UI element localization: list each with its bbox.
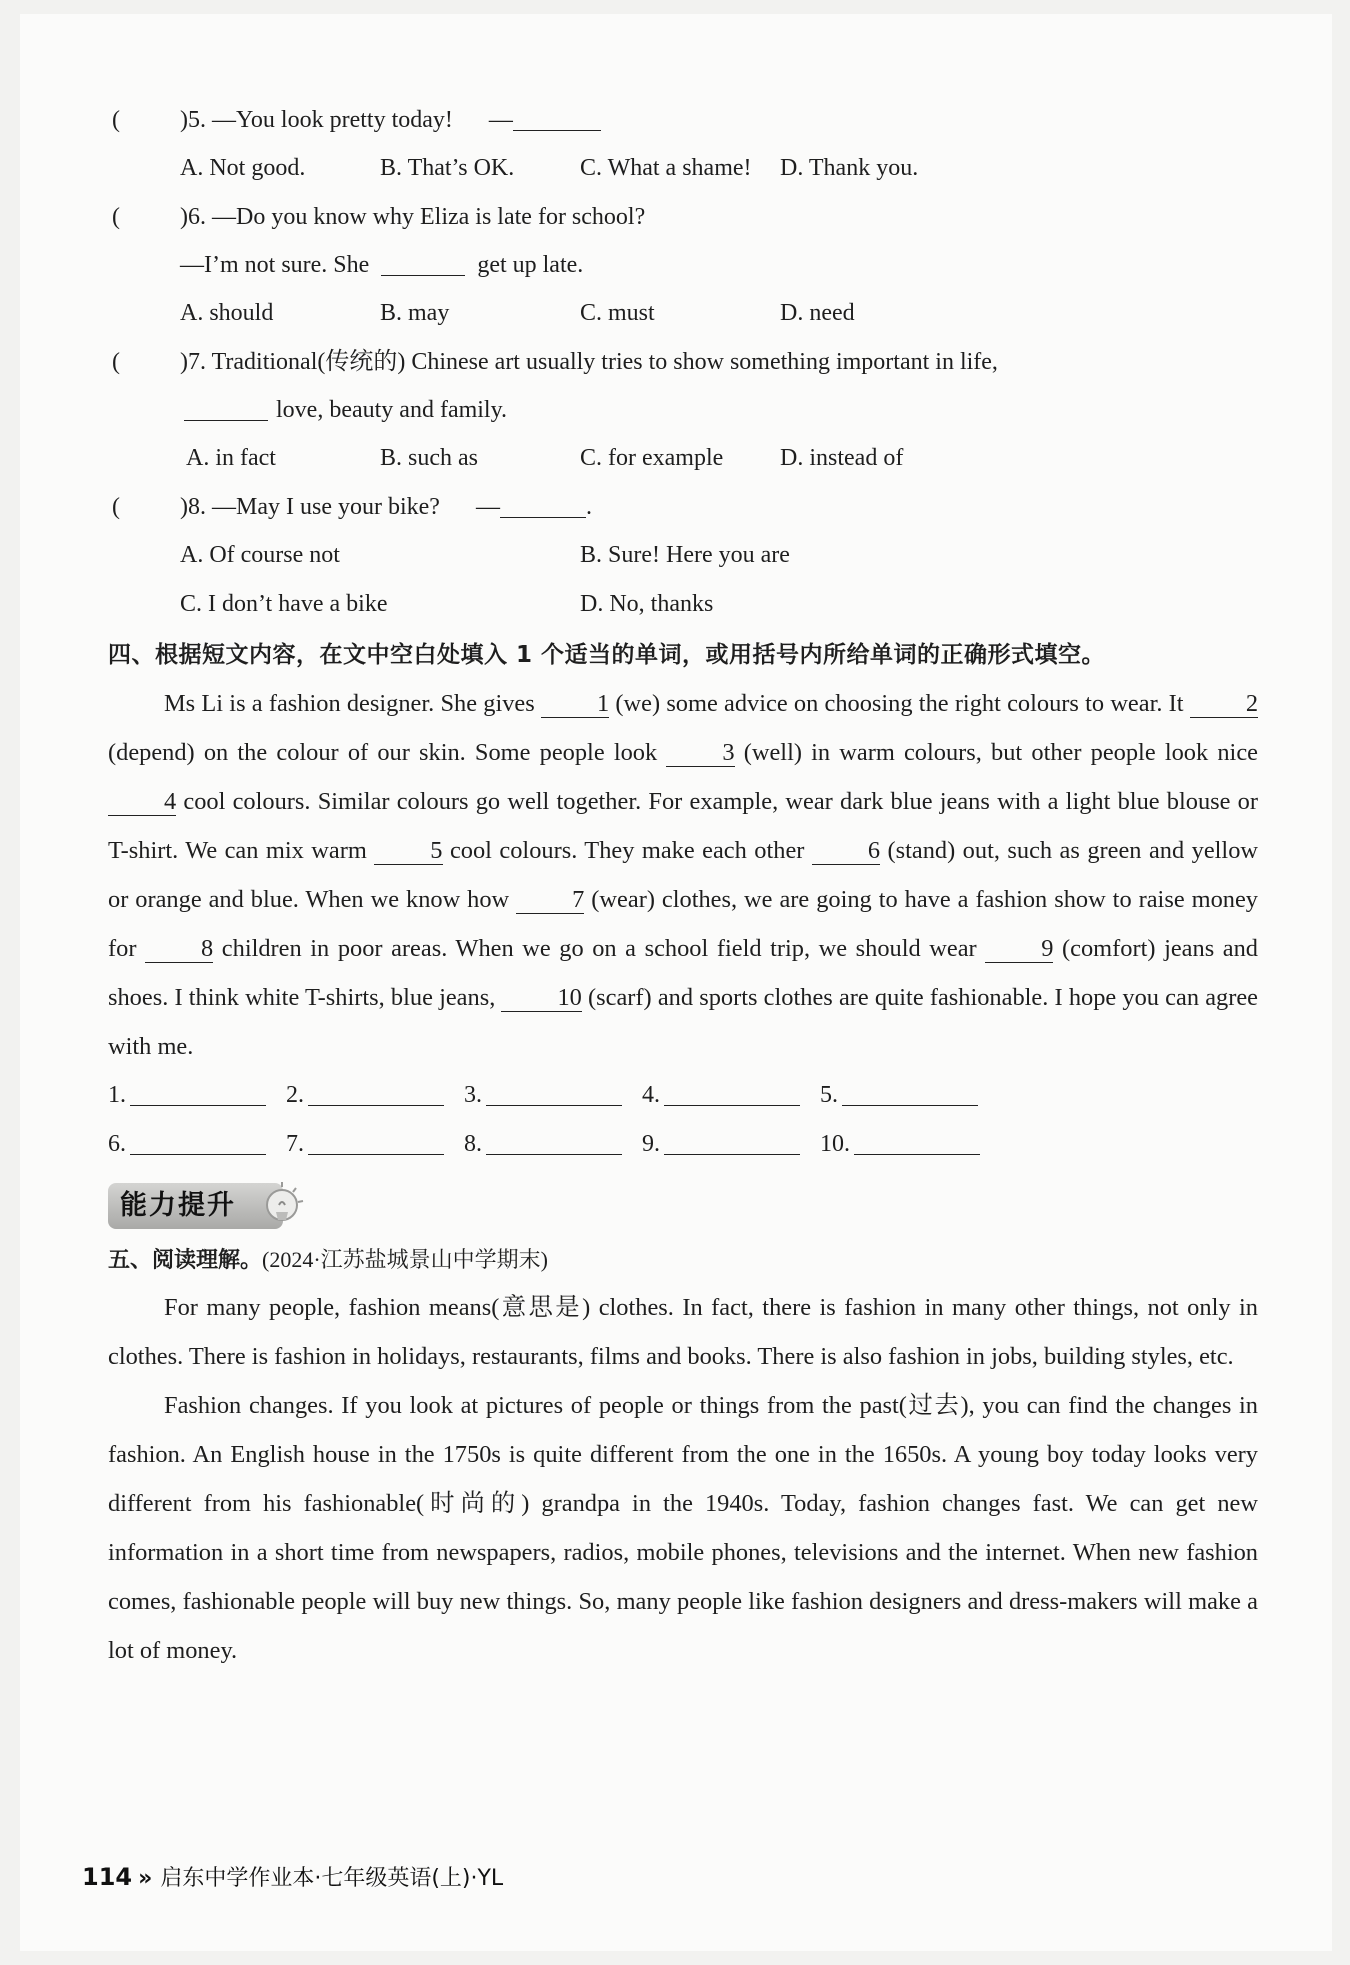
answer-item <box>820 1120 980 1169</box>
cloze-gap: 10 <box>501 985 581 1012</box>
option-c: C. for example <box>580 445 724 471</box>
answer-item <box>108 1071 266 1120</box>
cloze-gap: 1 <box>541 691 609 718</box>
question-8: ( )8. —May I use your bike? — . <box>108 483 1258 531</box>
option-b: B. That’s OK. <box>380 155 515 181</box>
question-number: )8. <box>180 494 206 520</box>
cloze-text: (we) some advice on choosing the right colours to wear. It <box>609 690 1190 717</box>
cloze-gap: 6 <box>812 838 880 865</box>
answer-paren: ( <box>112 107 120 133</box>
cloze-gap: 2 <box>1190 691 1258 718</box>
option-d: D. need <box>780 300 855 326</box>
answer-item <box>286 1071 444 1120</box>
answer-blank <box>500 491 586 518</box>
answer-item <box>642 1071 800 1120</box>
answer-row <box>108 1071 1258 1120</box>
answer-blank <box>381 249 465 276</box>
cloze-gap: 5 <box>374 838 442 865</box>
reading-passage <box>108 1283 1258 1675</box>
option-a: A. in fact <box>186 445 276 471</box>
option-d: D. instead of <box>780 445 904 471</box>
answer-number: 1. <box>108 1082 126 1108</box>
answer-paren: ( <box>112 494 120 520</box>
question-number: )7. <box>180 349 206 375</box>
answer-blank <box>513 104 601 131</box>
answer-blank <box>184 394 268 421</box>
answer-line[interactable] <box>308 1128 444 1155</box>
cloze-gap: 4 <box>108 789 176 816</box>
answer-row <box>108 1120 1258 1169</box>
question-stem-line: get up late. <box>477 252 584 278</box>
cloze-text: (stand) out, such as green and yellow or orange and blue. When we know how <box>108 837 1259 913</box>
answer-number: 6. <box>108 1131 126 1157</box>
answer-number: 2. <box>286 1082 304 1108</box>
reply-dash: — <box>475 494 500 520</box>
page-number: 114 <box>82 1863 133 1891</box>
book-title: 启东中学作业本·七年级英语(上)·YL <box>160 1866 504 1891</box>
cloze-passage <box>108 679 1258 1071</box>
answer-number: 4. <box>642 1082 660 1108</box>
cloze-gap: 8 <box>145 936 213 963</box>
answer-line[interactable] <box>130 1079 266 1106</box>
question-6 <box>108 193 1258 241</box>
question-stem-line: —I’m not sure. She <box>180 252 370 278</box>
cloze-gap: 7 <box>516 887 584 914</box>
option-c: C. must <box>580 300 655 326</box>
section-4-heading: 四、根据短文内容，在文中空白处填入 1 个适当的单词，或用括号内所给单词的正确形式填空。 <box>108 642 1106 668</box>
answer-blanks <box>108 1071 1258 1169</box>
cloze-text: (comfort) jeans and shoes. I think white T-shirts, blue jeans, <box>108 935 1258 1011</box>
answer-item <box>286 1120 444 1169</box>
answer-number: 5. <box>820 1082 838 1108</box>
question-stem: —May I use your bike? <box>212 494 440 520</box>
answer-line[interactable] <box>130 1128 266 1155</box>
option-b: B. may <box>380 300 450 326</box>
options-q7 <box>108 434 1258 483</box>
reply-dash: — <box>488 107 513 133</box>
options-q5 <box>108 144 1258 193</box>
cloze-text: children in poor areas. When we go on a school field trip, we should wear <box>213 935 986 962</box>
answer-line[interactable] <box>486 1128 622 1155</box>
question-7 <box>108 338 1258 386</box>
answer-line[interactable] <box>486 1079 622 1106</box>
question-stem: —You look pretty today! <box>212 107 453 133</box>
cloze-text: cool colours. Similar colours go well together. For example, wear dark blue jeans with a light blue blouse or T-shirt. We can mix warm <box>108 788 1258 864</box>
question-number: )5. <box>180 107 206 133</box>
cloze-text: (wear) clothes, we are going to have a fashion show to raise money for <box>108 886 1258 962</box>
question-stem-line: love, beauty and family. <box>276 397 508 423</box>
answer-item <box>108 1120 266 1169</box>
answer-item <box>820 1071 978 1120</box>
option-a: A. Not good. <box>180 155 306 181</box>
question-number: )6. <box>180 204 206 230</box>
source-note: (2024·江苏盐城景山中学期末) <box>262 1247 548 1272</box>
options-q8-row-2 <box>108 580 1258 629</box>
question-stem: Traditional(传统的) Chinese art usually tries to show something important in life, <box>211 349 998 375</box>
cloze-text: Ms Li is a fashion designer. She gives <box>164 690 541 717</box>
answer-item <box>464 1071 622 1120</box>
answer-line[interactable] <box>842 1079 978 1106</box>
reading-paragraph-1: For many people, fashion means(意思是) clothes. In fact, there is fashion in many other things, not only in clothes. There is fashion in holidays, restaurants, films and books. There is also fashion in jobs, building styles, etc. <box>108 1294 1258 1370</box>
options-q8-row-1 <box>108 531 1258 580</box>
cloze-text: (scarf) and sports clothes are quite fashionable. I hope you can agree with me. <box>108 984 1258 1060</box>
answer-number: 7. <box>286 1131 304 1157</box>
answer-paren: ( <box>112 349 120 375</box>
lightbulb-icon <box>258 1179 306 1229</box>
answer-line[interactable] <box>664 1079 800 1106</box>
option-b: B. Sure! Here you are <box>580 542 790 568</box>
cloze-paragraph <box>108 679 1258 1071</box>
answer-line[interactable] <box>854 1128 980 1155</box>
question-6-line-2 <box>108 241 1258 289</box>
option-a: A. should <box>180 300 274 326</box>
badge-label: 能力提升 <box>120 1190 236 1221</box>
worksheet-content <box>108 96 1258 1675</box>
option-d: D. No, thanks <box>580 591 714 617</box>
cloze-text: (well) in warm colours, but other people look nice <box>734 739 1258 766</box>
cloze-text: cool colours. They make each other <box>442 837 812 864</box>
question-7-line-2 <box>108 386 1258 434</box>
double-chevron-icon: » <box>138 1866 153 1891</box>
option-a: A. Of course not <box>180 542 340 568</box>
cloze-text: (depend) on the colour of our skin. Some people look <box>108 739 667 766</box>
question-stem: —Do you know why Eliza is late for school? <box>212 204 646 230</box>
cloze-gap: 3 <box>666 740 734 767</box>
answer-item <box>464 1120 622 1169</box>
options-q6 <box>108 289 1258 338</box>
answer-number: 8. <box>464 1131 482 1157</box>
option-b: B. such as <box>380 445 478 471</box>
option-d: D. Thank you. <box>780 155 919 181</box>
answer-number: 9. <box>642 1131 660 1157</box>
answer-line[interactable] <box>308 1079 444 1106</box>
ability-badge <box>108 1175 1258 1237</box>
reading-paragraph-2: Fashion changes. If you look at pictures of people or things from the past(过去), you can find the changes in fashion. An English house in the 1750s is quite different from the one in the 1650s. A young boy today looks very different from his fashionable(时尚的) grandpa in the 1940s. Today, fashion changes fast. We can get new information in a short time from newspapers, radios, mobile phones, televisions and the internet. When new fashion comes, fashionable people will buy new things. So, many people like fashion designers and dress-makers will make a lot of money. <box>108 1392 1258 1664</box>
page-footer <box>82 1862 503 1894</box>
option-c: C. I don’t have a bike <box>180 591 388 617</box>
section-5-heading: 五、阅读理解。(2024·江苏盐城景山中学期末) <box>108 1247 548 1273</box>
cloze-gap: 9 <box>985 936 1053 963</box>
question-5 <box>108 96 1258 144</box>
answer-paren: ( <box>112 204 120 230</box>
answer-item <box>642 1120 800 1169</box>
answer-line[interactable] <box>664 1128 800 1155</box>
answer-number: 3. <box>464 1082 482 1108</box>
answer-number: 10. <box>820 1131 850 1157</box>
option-c: C. What a shame! <box>580 155 752 181</box>
